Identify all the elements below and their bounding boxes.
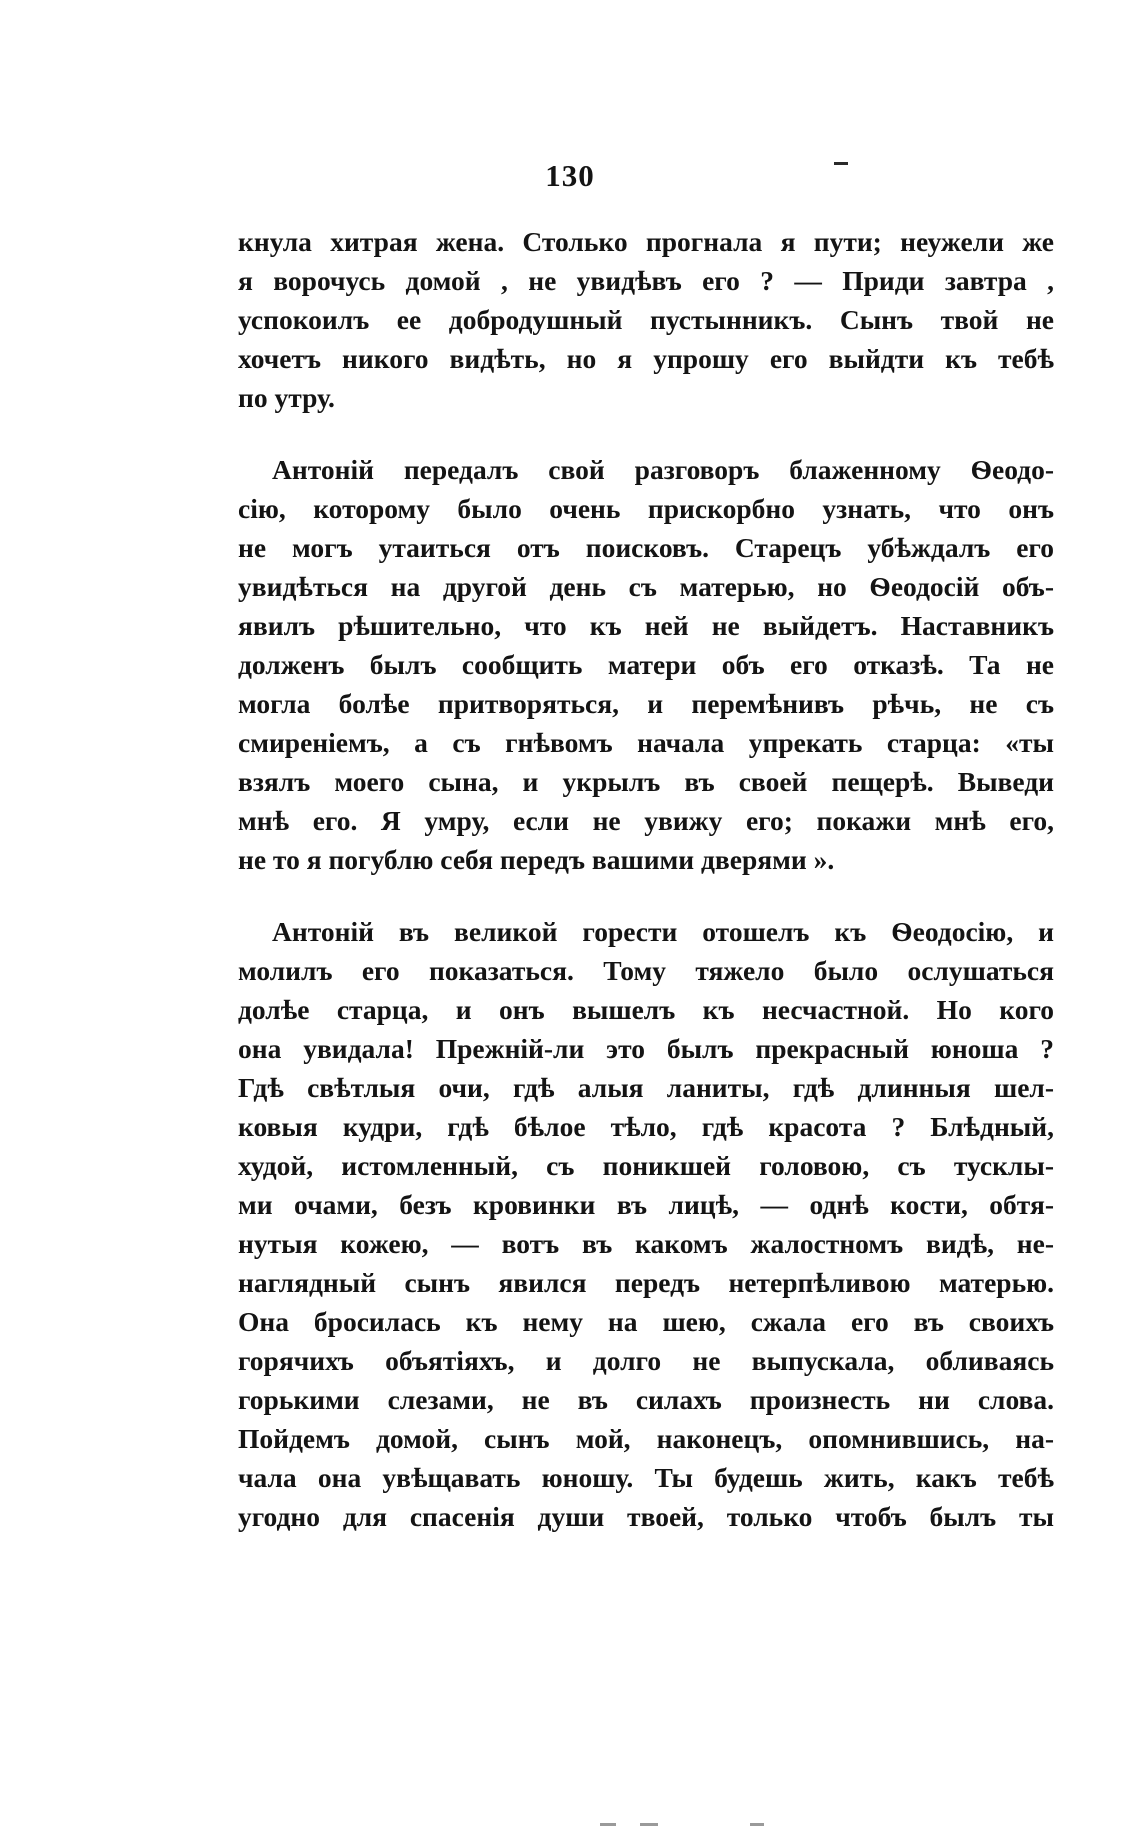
text-line: взялъ моего сына, и укрылъ въ своей пещерѣ. Выведи [238,766,1054,797]
text-line: Пойдемъ домой, сынъ мой, наконецъ, опомнившись, на- [238,1423,1054,1454]
text-line: я ворочусь домой , не увидѣвъ его ? — Приди завтра , [238,265,1054,296]
text-line: она увидала! Прежній-ли это былъ прекрасный юноша ? [238,1033,1054,1064]
paragraph-1 [238,222,1054,417]
text-line: долѣе старца, и онъ вышелъ къ несчастной. Но кого [238,994,1054,1025]
text-line: горькими слезами, не въ силахъ произнесть ни слова. [238,1384,1054,1415]
paragraph-3 [238,912,1054,1536]
text-line: смиреніемъ, а съ гнѣвомъ начала упрекать старца: «ты [238,727,1054,758]
text-line: увидѣться на другой день съ матерью, но Ѳеодосій объ- [238,571,1054,602]
text-line: худой, истомленный, съ поникшей головою, съ тусклы- [238,1150,1054,1181]
text-line: молилъ его показаться. Тому тяжело было ослушаться [238,955,1054,986]
text-line: ковыя кудри, гдѣ бѣлое тѣло, гдѣ красота ? Блѣдный, [238,1111,1054,1142]
text-line: успокоилъ ее добродушный пустынникъ. Сынъ твой не [238,304,1054,335]
text-line: мнѣ его. Я умру, если не увижу его; покажи мнѣ его, [238,805,1054,836]
text-line: не могъ утаиться отъ поисковъ. Старецъ убѣждалъ его [238,532,1054,563]
text-line: не то я погублю себя передъ вашими дверями ». [238,844,835,875]
page-number: 130 [545,158,595,193]
text-line: сію, которому было очень прискорбно узнать, что онъ [238,493,1054,524]
text-line: хочетъ никого видѣть, но я упрошу его выйдти къ тебѣ [238,343,1054,374]
body-text [238,222,1054,1569]
text-line: ми очами, безъ кровинки въ лицѣ, — однѣ кости, обтя- [238,1189,1054,1220]
text-line: Гдѣ свѣтлыя очи, гдѣ алыя ланиты, гдѣ длинныя шел- [238,1072,1054,1103]
paragraph-2 [238,450,1054,879]
text-line: явилъ рѣшительно, что къ ней не выйдетъ. Наставникъ [238,610,1054,641]
bottom-mark [640,1823,658,1826]
text-line: по утру. [238,382,335,413]
text-line: чала она увѣщавать юношу. Ты будешь жить, какъ тебѣ [238,1462,1054,1493]
text-line: Она бросилась къ нему на шею, сжала его въ своихъ [238,1306,1054,1337]
bottom-mark [750,1823,764,1826]
text-line: долженъ былъ сообщить матери объ его отказѣ. Та не [238,649,1054,680]
text-line: наглядный сынъ явился передъ нетерпѣливою матерью. [238,1267,1054,1298]
text-line: горячихъ объятіяхъ, и долго не выпускала, обливаясь [238,1345,1054,1376]
text-line: кнула хитрая жена. Столько прогнала я пути; неужели же [238,226,1054,257]
text-line: нутыя кожею, — вотъ въ какомъ жалостномъ видѣ, не- [238,1228,1054,1259]
text-line: Антоній въ великой горести отошелъ къ Ѳеодосію, и [272,916,1054,947]
page-bottom-marks [600,1823,800,1829]
header-dash-mark [834,162,848,165]
bottom-mark [600,1823,616,1826]
text-line: угодно для спасенія души твоей, только чтобъ былъ ты [238,1501,1054,1532]
text-line: Антоній передалъ свой разговоръ блаженному Ѳеодо- [272,454,1054,485]
text-line: могла болѣе притворяться, и перемѣнивъ рѣчь, не съ [238,688,1054,719]
